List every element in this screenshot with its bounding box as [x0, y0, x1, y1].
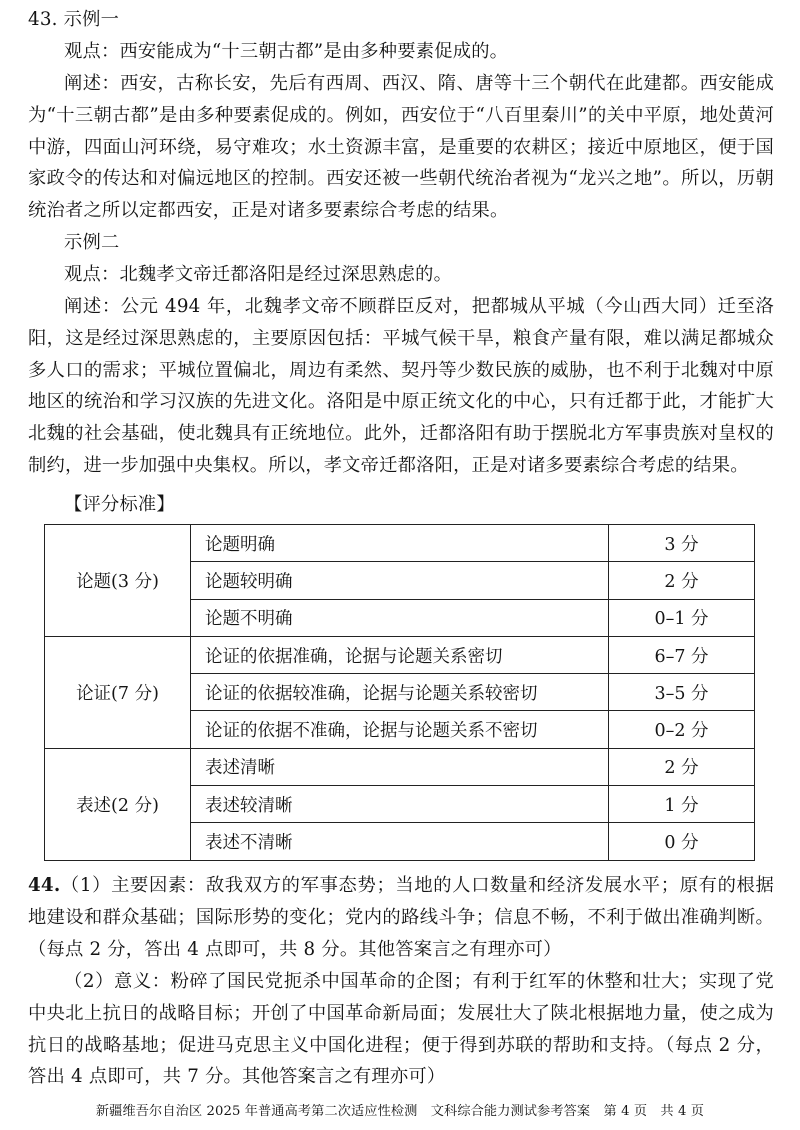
rubric-points: 2 分 [609, 562, 755, 599]
rubric-criterion: 论证的依据较准确，论据与论题关系较密切 [191, 674, 609, 711]
q43-example2-title: 示例二 [64, 232, 120, 253]
scoring-rubric-table [44, 524, 755, 861]
rubric-category: 表述(2 分) [45, 748, 191, 860]
q43-example2-viewpoint: 观点：北魏孝文帝迁都洛阳是经过深思熟虑的。 [64, 264, 453, 285]
rubric-criterion: 论题不明确 [191, 599, 609, 636]
rubric-points: 3 分 [609, 525, 755, 562]
rubric-criterion: 论证的依据准确，论据与论题关系密切 [191, 636, 609, 673]
table-row [45, 525, 755, 562]
page-footer: 新疆维吾尔自治区 2025 年普通高考第二次适应性检测 文科综合能力测试参考答案 第 4 页 共 4 页 [95, 1104, 705, 1119]
rubric-points: 1 分 [609, 786, 755, 823]
q43-example2-exposition: 阐述：公元 494 年，北魏孝文帝不顾群臣反对，把都城从平城（今山西大同）迁至洛阳，这是经过深思熟虑的，主要原因包括：平城气候干旱，粮食产量有限，难以满足都城众多人口的需求；平城位置偏北，周边有柔然、契丹等少数民族的威胁，也不利于北魏对中原地区的统治和学习汉族的先进文化。洛阳是中原正统文化的中心，只有迁都于此，才能扩大北魏的社会基础，使北魏具有正统地位。此外，迁都洛阳有助于摆脱北方军事贵族对皇权的制约，进一步加强中央集权。所以，孝文帝迁都洛阳，正是对诸多要素综合考虑的结果。 [28, 296, 774, 476]
rubric-points: 0 分 [609, 823, 755, 860]
table-row [45, 748, 755, 785]
scoring-criteria-title: 【评分标准】 [64, 494, 175, 515]
q44-part1-text: （1）主要因素：敌我双方的军事态势；当地的人口数量和经济发展水平；原有的根据地建设和群众基础；国际形势的变化；党内的路线斗争；信息不畅，不利于做出准确判断。（每点 2 分，答出 4 点即可，共 8 分。其他答案言之有理亦可） [28, 875, 774, 960]
rubric-criterion: 表述清晰 [191, 748, 609, 785]
rubric-points: 3–5 分 [609, 674, 755, 711]
rubric-points: 0–1 分 [609, 599, 755, 636]
q44-number: 44. [28, 875, 61, 896]
rubric-points: 6–7 分 [609, 636, 755, 673]
rubric-criterion: 论题明确 [191, 525, 609, 562]
rubric-category: 论题(3 分) [45, 525, 191, 637]
q43-example1-title: 43. 示例一 [28, 9, 120, 30]
q44-part2: （2）意义：粉碎了国民党扼杀中国革命的企图；有利于红军的休整和壮大；实现了党中央北上抗日的战略目标；开创了中国革命新局面；发展壮大了陕北根据地力量，使之成为抗日的战略基地；促进马克思主义中国化进程；便于得到苏联的帮助和支持。（每点 2 分，答出 4 点即可，共 7 分。其他答案言之有理亦可） [28, 971, 774, 1088]
table-row [45, 636, 755, 673]
rubric-category: 论证(7 分) [45, 636, 191, 748]
q44-part1 [28, 870, 774, 965]
rubric-criterion: 表述较清晰 [191, 786, 609, 823]
rubric-criterion: 论题较明确 [191, 562, 609, 599]
rubric-points: 2 分 [609, 748, 755, 785]
q43-example1-exposition: 阐述：西安，古称长安，先后有西周、西汉、隋、唐等十三个朝代在此建都。西安能成为“十三朝古都”是由多种要素促成的。例如，西安位于“八百里秦川”的关中平原，地处黄河中游，四面山河环绕，易守难攻；水土资源丰富，是重要的农耕区；接近中原地区，便于国家政令的传达和对偏远地区的控制。西安还被一些朝代统治者视为“龙兴之地”。所以，历朝统治者之所以定都西安，正是对诸多要素综合考虑的结果。 [28, 73, 774, 222]
rubric-criterion: 论证的依据不准确，论据与论题关系不密切 [191, 711, 609, 748]
rubric-points: 0–2 分 [609, 711, 755, 748]
rubric-criterion: 表述不清晰 [191, 823, 609, 860]
q43-example1-viewpoint: 观点：西安能成为“十三朝古都”是由多种要素促成的。 [64, 41, 509, 62]
